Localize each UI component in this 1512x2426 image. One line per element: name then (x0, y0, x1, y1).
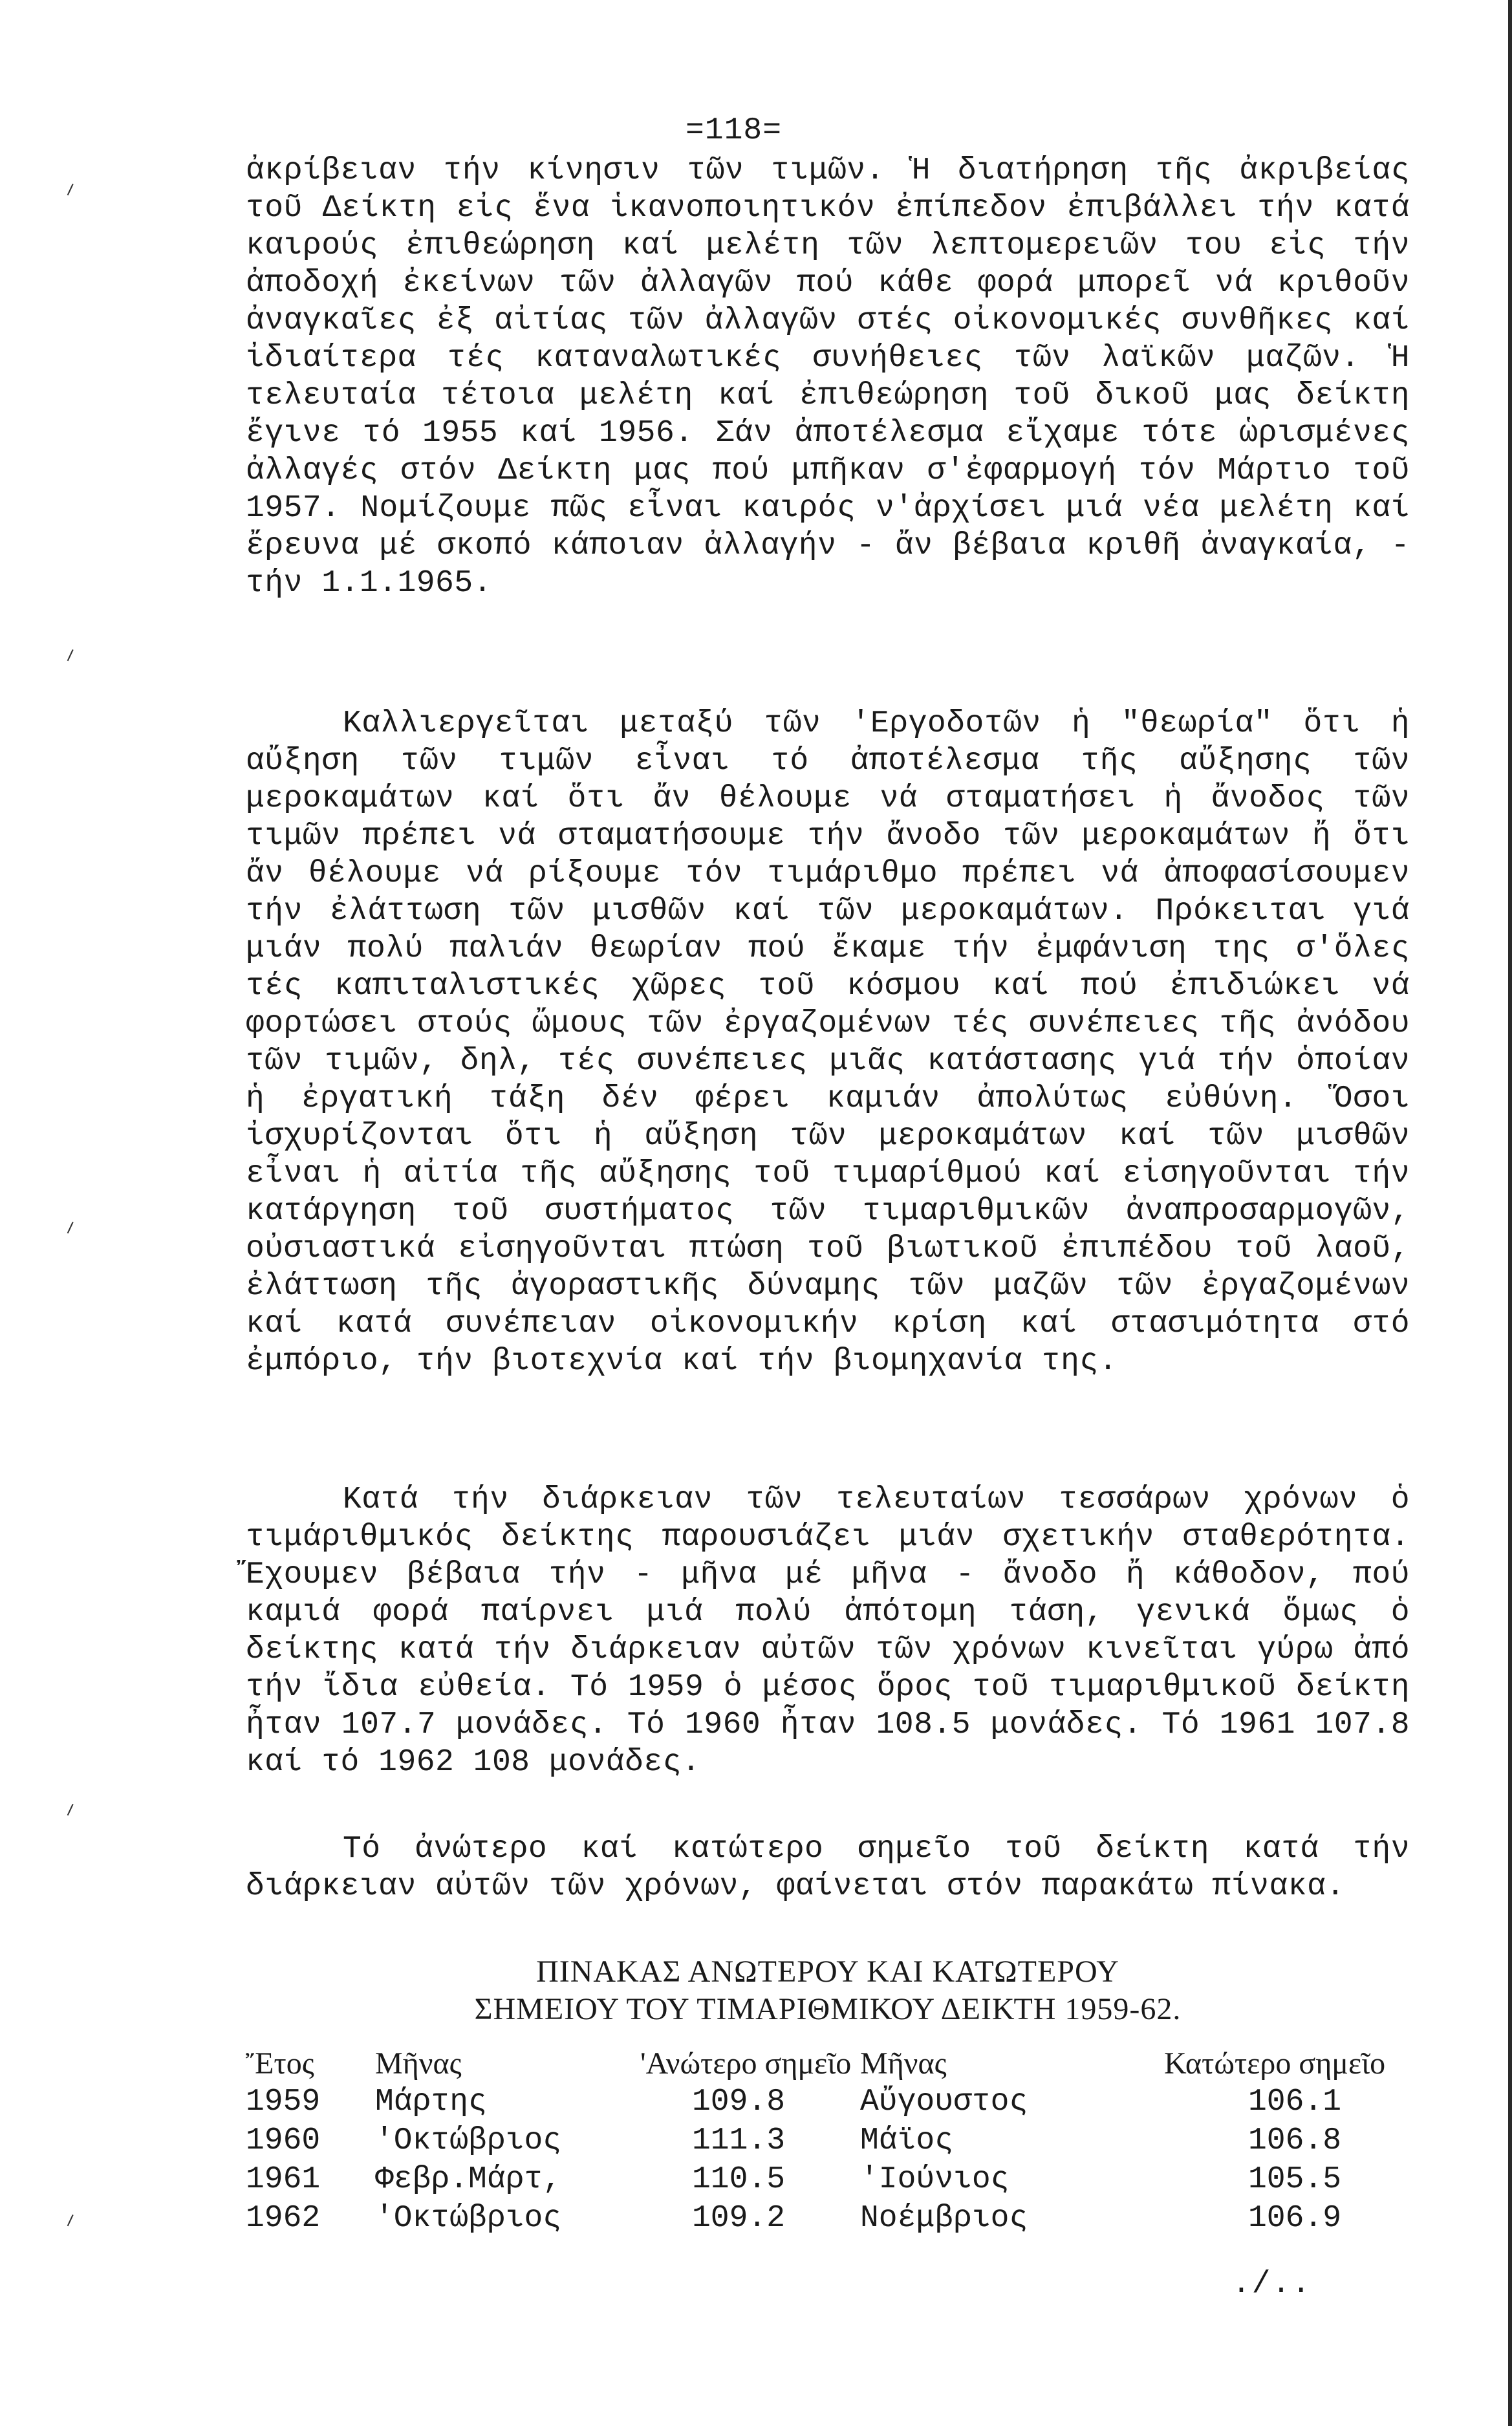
paragraph-2: Καλλιεργεῖται μεταξύ τῶν 'Εργοδοτῶν ἡ "θεωρία" ὅτι ἡ αὔξηση τῶν τιμῶν εἶναι τό ἀποτέλεσμα τῆς αὔξησης τῶν μεροκαμάτων καί ὅτι ἄν θέλουμε νά σταματήσει ἡ ἄνοδος τῶν τιμῶν πρέπει νά σταματήσουμε τήν ἄνοδο τῶν μεροκαμάτων ἤ ὅτι ἄν θέλουμε νά ρίξουμε τόν τιμάριθμο πρέπει νά ἀποφασίσουμεν τήν ἐλάττωση τῶν μισθῶν καί τῶν μεροκαμάτων. Πρόκειται γιά μιάν πολύ παλιάν θεωρίαν πού ἔκαμε τήν ἐμφάνιση της σ'ὅλες τές καπιταλιστικές χῶρες τοῦ κόσμου καί πού ἐπιδιώκει νά φορτώσει στούς ὤμους τῶν ἐργαζομένων τές συνέπειες τῆς ἀνόδου τῶν τιμῶν, δηλ, τές συνέπειες μιᾶς κατάστασης γιά τήν ὁποίαν ἡ ἐργατική τάξη δέν φέρει καμιάν ἀπολύτως εὐθύνη. Ὅσοι ἰσχυρίζονται ὅτι ἡ αὔξηση τῶν μεροκαμάτων καί τῶν μισθῶν εἶναι ἡ αἰτία τῆς αὔξησης τοῦ τιμαρίθμού καί εἰσηγοῦνται τήν κατάργηση τοῦ συστήματος τῶν τιμαριθμικῶν ἀναπροσαρμογῶν, οὐσιαστικά εἰσηγοῦνται πτώση τοῦ βιωτικοῦ ἐπιπέδου τοῦ λαοῦ, ἐλάττωση τῆς ἀγοραστικῆς δύναμης τῶν μαζῶν τῶν ἐργαζομένων καί κατά συνέπειαν οἰκονομικήν κρίση καί στασιμότητα στό ἐμπόριο, τήν βιοτεχνία καί τήν βιομηχανία της. (246, 706, 1410, 1379)
table-row (246, 2083, 1397, 2121)
table-title-line-1: ΠΙΝΑΚΑΣ ΑΝΩΤΕΡΟΥ ΚΑΙ ΚΑΤΩΤΕΡΟΥ (536, 1955, 1119, 1989)
table-row (246, 2121, 1397, 2160)
cell-month-low: Μάϊος (860, 2123, 954, 2158)
cell-low-point: 106.9 (1248, 2201, 1342, 2236)
cell-month-high: 'Οκτώβριος (375, 2123, 562, 2158)
table-header-row (246, 2044, 1397, 2083)
header-year: Ἔτος (246, 2046, 314, 2081)
cell-high-point: 109.8 (692, 2085, 786, 2119)
margin-tick-mark: ⸝ (58, 1208, 80, 1240)
cell-low-point: 106.1 (1248, 2085, 1342, 2119)
margin-tick-mark: ⸝ (58, 2201, 80, 2233)
margin-tick-mark: ⸝ (58, 1790, 80, 1823)
margin-tick-mark: ⸝ (58, 170, 80, 202)
header-high-point: 'Ανώτερο σημεῖο (640, 2046, 852, 2081)
cell-low-point: 106.8 (1248, 2123, 1342, 2158)
paragraph-1: ἀκρίβειαν τήν κίνησιν τῶν τιμῶν. Ἡ διατήρηση τῆς ἀκριβείας τοῦ Δείκτη εἰς ἕνα ἱκανοποιητικόν ἐπίπεδον ἐπιβάλλει τήν κατά καιρούς ἐπιθεώρηση καί μελέτη τῶν λεπτομερειῶν του εἰς τήν ἀποδοχή ἐκείνων τῶν ἀλλαγῶν πού κάθε φορά μπορεῖ νά κριθοῦν ἀναγκαῖες ἐξ αἰτίας τῶν ἀλλαγῶν στές οἰκονομικές συνθῆκες καί ἰδιαίτερα τές καταναλωτικές συνήθειες τῶν λαϊκῶν μαζῶν. Ἡ τελευταία τέτοια μελέτη καί ἐπιθεώρηση τοῦ δικοῦ μας δείκτη ἔγινε τό 1955 καί 1956. Σάν ἀποτέλεσμα εἴχαμε τότε ὡρισμένες ἀλλαγές στόν Δείκτη μας πού μπῆκαν σ'ἐφαρμογή τόν Μάρτιο τοῦ 1957. Νομίζουμε πῶς εἶναι καιρός ν'ἀρχίσει μιά νέα μελέτη καί ἔρευνα μέ σκοπό κάποιαν ἀλλαγήν - ἄν βέβαια κριθῆ ἀναγκαία, - τήν 1.1.1965. (246, 153, 1410, 601)
paragraph-3: Κατά τήν διάρκειαν τῶν τελευταίων τεσσάρων χρόνων ὁ τιμάριθμικός δείκτης παρουσιάζει μιάν σχετικήν σταθερότητα. Ἔχουμεν βέβαια τήν - μῆνα μέ μῆνα - ἄνοδο ἤ κάθοδον, πού καμιά φορά παίρνει μιά πολύ ἀπότομη τάση, γενικά ὅμως ὁ δείκτης κατά τήν διάρκειαν αὐτῶν τῶν χρόνων κινεῖται γύρω ἀπό τήν ἴδια εὐθεία. Τό 1959 ὁ μέσος ὅρος τοῦ τιμαριθμικοῦ δείκτη ἦταν 107.7 μονάδες. Τό 1960 ἦταν 108.5 μονάδες. Τό 1961 107.8 καί τό 1962 108 μονάδες. (246, 1482, 1410, 1780)
cell-month-high: Φεβρ.Μάρτ, (375, 2162, 562, 2197)
cell-month-low: Νοέμβριος (860, 2201, 1028, 2236)
header-month-high: Μῆνας (375, 2046, 462, 2081)
cell-low-point: 105.5 (1248, 2162, 1342, 2197)
price-index-table (246, 2044, 1397, 2238)
page-number: =118= (686, 113, 783, 148)
header-low-point: Κατώτερο σημεῖο (1164, 2046, 1386, 2081)
cell-month-high: Μάρτης (375, 2085, 487, 2119)
cell-year: 1962 (246, 2201, 321, 2236)
cell-year: 1961 (246, 2162, 321, 2197)
table-row (246, 2199, 1397, 2238)
cell-year: 1959 (246, 2085, 321, 2119)
table-title-line-2: ΣΗΜΕΙΟΥ ΤΟΥ ΤΙΜΑΡΙΘΜΙΚΟΥ ΔΕΙΚΤΗ 1959-62. (474, 1992, 1182, 2026)
cell-year: 1960 (246, 2123, 321, 2158)
header-month-low: Μῆνας (860, 2046, 947, 2081)
cell-month-high: 'Οκτώβριος (375, 2201, 562, 2236)
paragraph-4: Τό ἀνώτερο καί κατώτερο σημεῖο τοῦ δείκτη κατά τήν διάρκειαν αὐτῶν τῶν χρόνων, φαίνεται στόν παρακάτω πίνακα. (246, 1832, 1410, 1904)
table-row (246, 2160, 1397, 2199)
cell-month-low: Αὔγουστος (860, 2085, 1028, 2119)
table-title (246, 1953, 1410, 2028)
cell-high-point: 110.5 (692, 2162, 786, 2197)
continuation-mark: ./.. (1232, 2267, 1312, 2302)
cell-month-low: 'Ιούνιος (860, 2162, 1010, 2197)
margin-tick-mark: ⸝ (58, 636, 80, 668)
page-edge-shadow (1508, 0, 1512, 2426)
cell-high-point: 111.3 (692, 2123, 786, 2158)
cell-high-point: 109.2 (692, 2201, 786, 2236)
